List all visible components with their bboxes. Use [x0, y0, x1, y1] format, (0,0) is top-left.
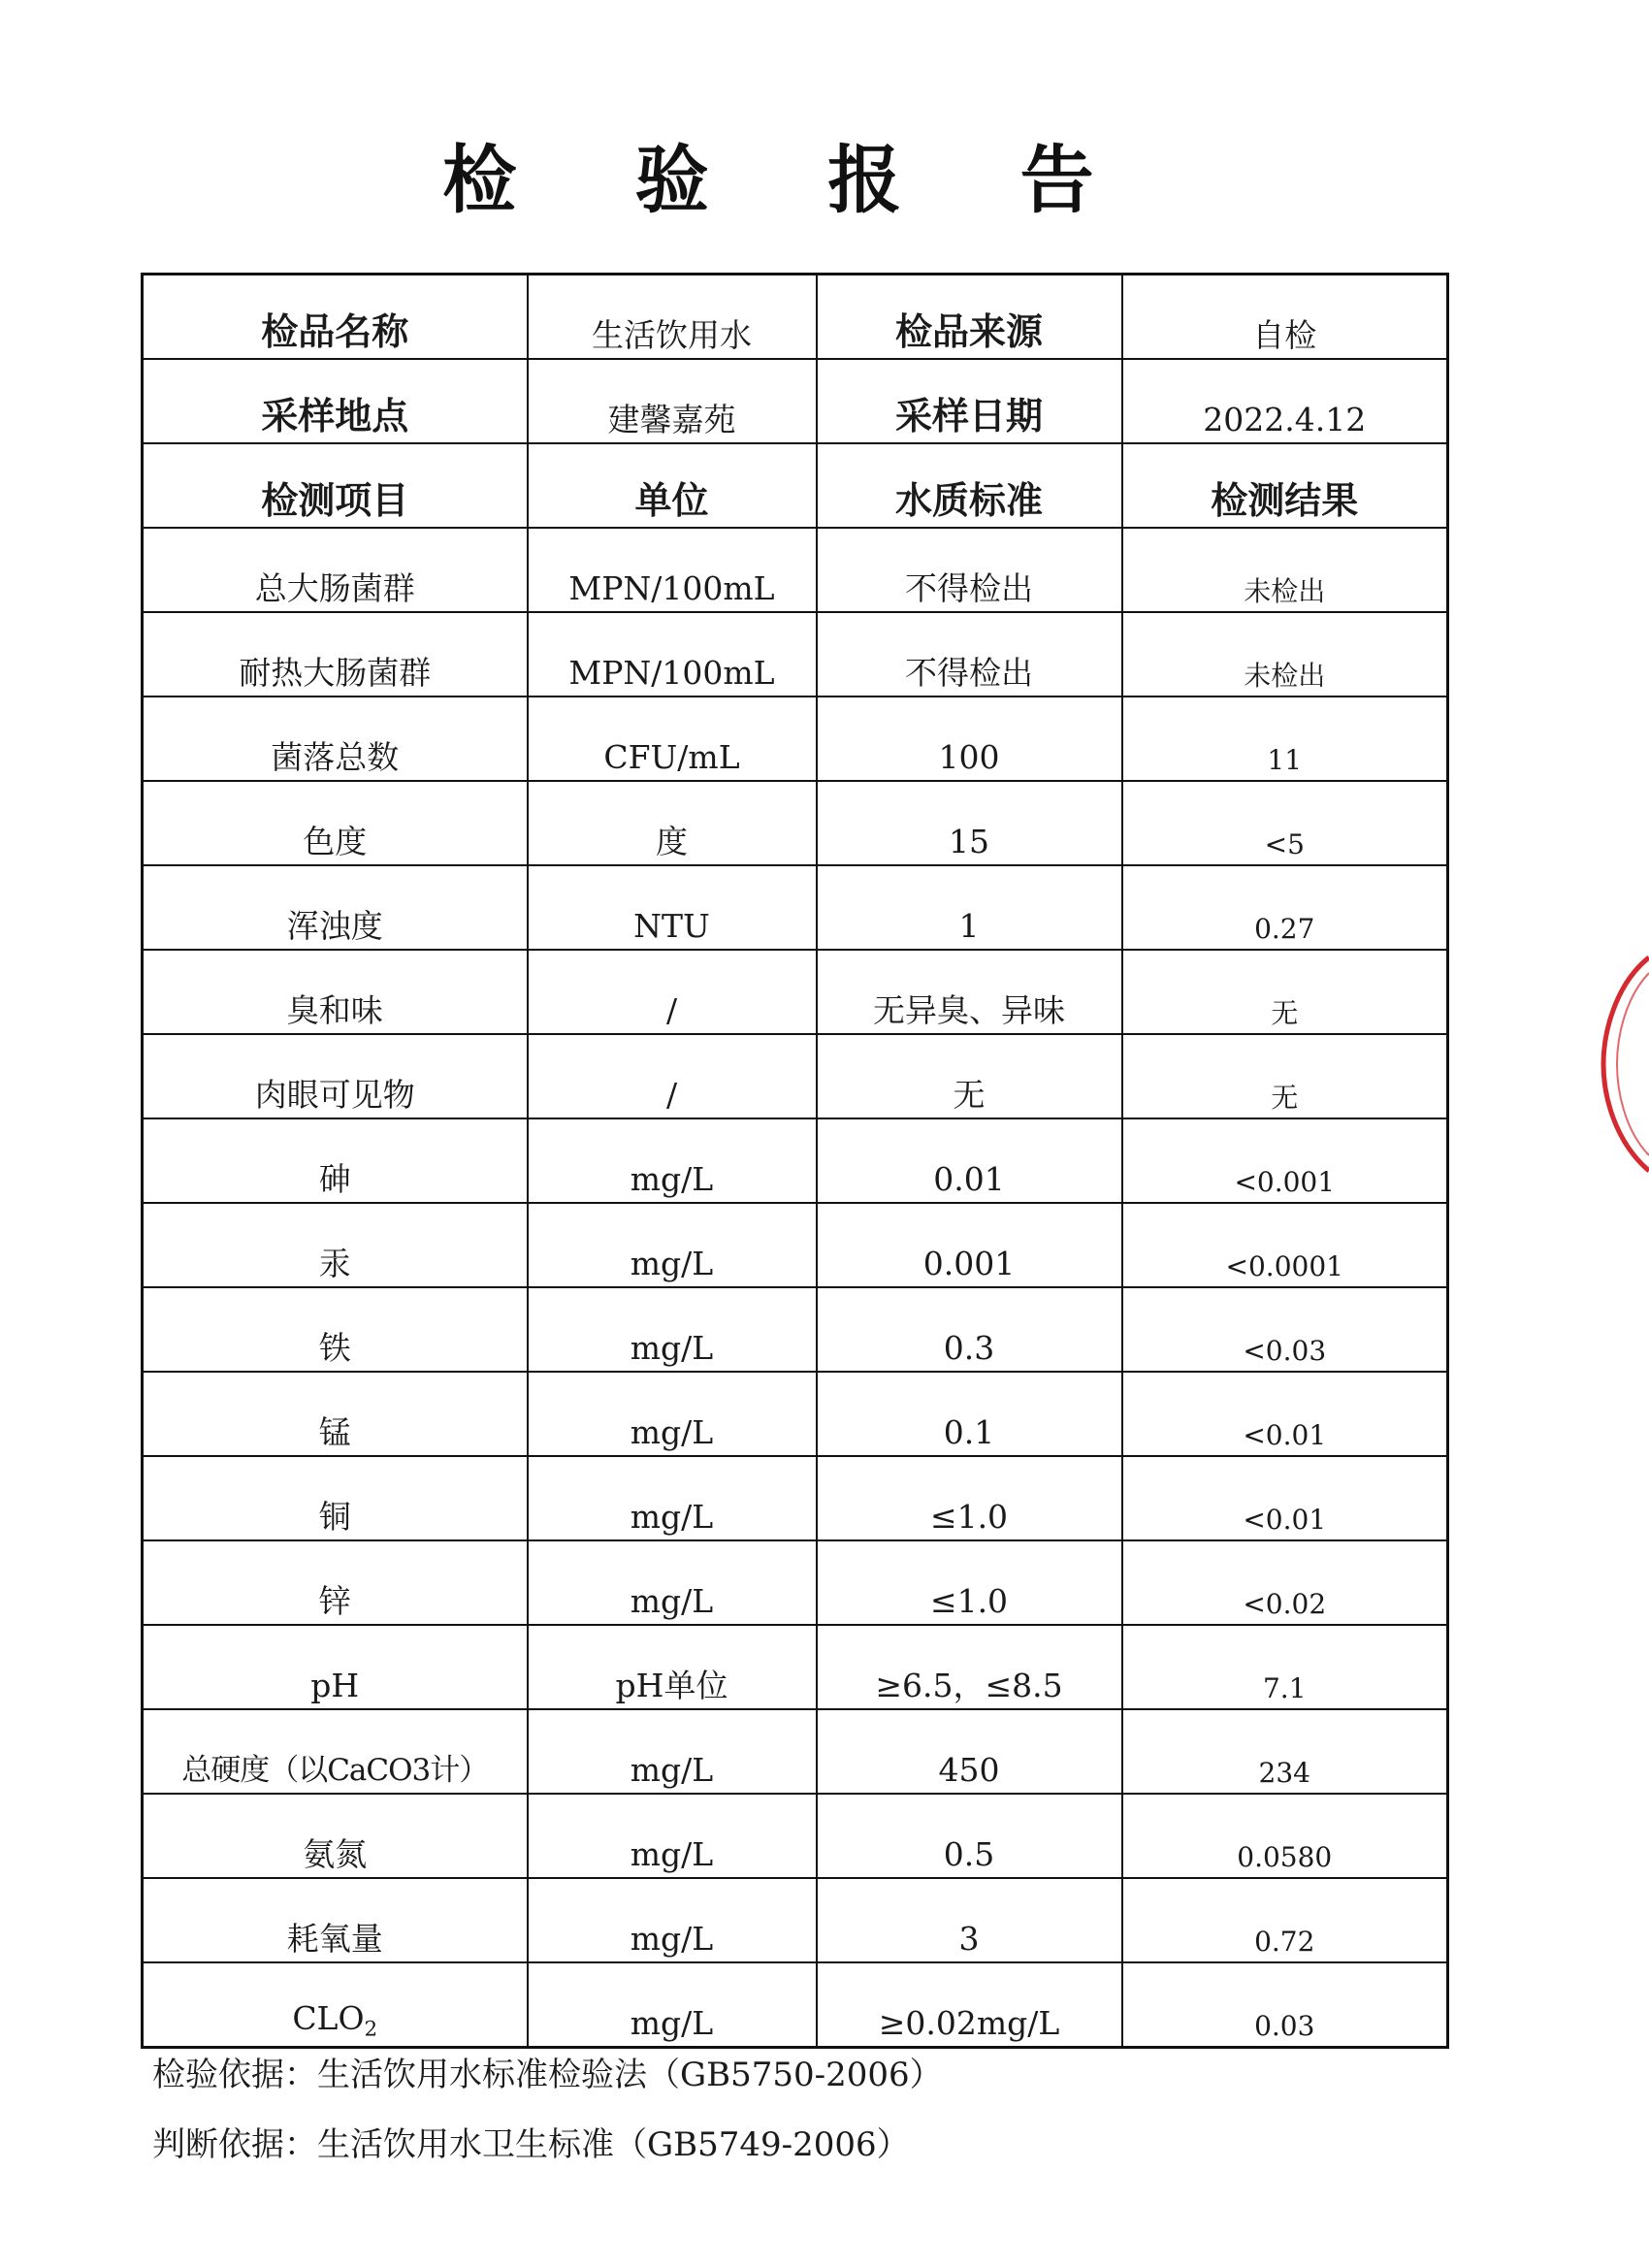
sample-source-value: 自检	[1122, 275, 1448, 360]
table-row	[143, 1878, 1448, 1962]
test-item-base: CLO	[292, 1998, 365, 2037]
test-unit: mg/L	[528, 1878, 817, 1962]
test-result: 7.1	[1122, 1625, 1448, 1709]
table-row	[143, 612, 1448, 697]
test-standard: 不得检出	[817, 528, 1122, 612]
table-row	[143, 950, 1448, 1034]
info-row-sample	[143, 275, 1448, 360]
table-row	[143, 1203, 1448, 1287]
test-item: 肉眼可见物	[143, 1034, 528, 1118]
test-unit: MPN/100mL	[528, 612, 817, 697]
test-standard: ≥6.5，≤8.5	[817, 1625, 1122, 1709]
test-unit: /	[528, 1034, 817, 1118]
table-row	[143, 865, 1448, 950]
table-row	[143, 1540, 1448, 1625]
sampling-date-label: 采样日期	[817, 359, 1122, 443]
sample-source-label: 检品来源	[817, 275, 1122, 360]
test-standard: 无	[817, 1034, 1122, 1118]
table-row	[143, 1118, 1448, 1203]
test-item: 铁	[143, 1287, 528, 1372]
sampling-date-value: 2022.4.12	[1122, 359, 1448, 443]
test-standard: 0.3	[817, 1287, 1122, 1372]
test-standard: 无异臭、异味	[817, 950, 1122, 1034]
test-result: <0.02	[1122, 1540, 1448, 1625]
test-standard: 0.5	[817, 1794, 1122, 1878]
test-unit: /	[528, 950, 817, 1034]
table-row	[143, 781, 1448, 865]
table-row	[143, 697, 1448, 781]
test-unit: mg/L	[528, 1203, 817, 1287]
column-header-standard: 水质标准	[817, 443, 1122, 528]
test-item: 臭和味	[143, 950, 528, 1034]
table-row	[143, 1962, 1448, 2048]
test-result: 0.03	[1122, 1962, 1448, 2048]
test-item: 耐热大肠菌群	[143, 612, 528, 697]
test-item	[143, 1962, 528, 2048]
info-row-sampling	[143, 359, 1448, 443]
test-unit: mg/L	[528, 1456, 817, 1540]
test-unit: MPN/100mL	[528, 528, 817, 612]
test-result: <0.03	[1122, 1287, 1448, 1372]
test-standard: 100	[817, 697, 1122, 781]
test-standard: 0.01	[817, 1118, 1122, 1203]
test-result: 0.27	[1122, 865, 1448, 950]
test-result: <0.001	[1122, 1118, 1448, 1203]
test-unit: CFU/mL	[528, 697, 817, 781]
test-standard: 1	[817, 865, 1122, 950]
table-row	[143, 528, 1448, 612]
test-result: <0.01	[1122, 1372, 1448, 1456]
test-item: 耗氧量	[143, 1878, 528, 1962]
test-unit: mg/L	[528, 1372, 817, 1456]
table-row	[143, 1456, 1448, 1540]
test-unit: mg/L	[528, 1794, 817, 1878]
test-unit: mg/L	[528, 1962, 817, 2048]
test-result: 无	[1122, 1034, 1448, 1118]
test-result: 未检出	[1122, 612, 1448, 697]
report-title: 检 验 报 告	[442, 137, 1141, 223]
test-standard: 不得检出	[817, 612, 1122, 697]
test-standard: 450	[817, 1709, 1122, 1794]
test-standard: 0.1	[817, 1372, 1122, 1456]
test-basis-note: 检验依据：生活饮用水标准检验法（GB5750-2006）	[152, 2056, 943, 2094]
test-item: 总硬度（以CaCO3计）	[143, 1709, 528, 1794]
red-stamp-edge	[1596, 956, 1649, 1174]
column-header-result: 检测结果	[1122, 443, 1448, 528]
test-item: pH	[143, 1625, 528, 1709]
test-item: 锰	[143, 1372, 528, 1456]
test-item: 锌	[143, 1540, 528, 1625]
test-result: 0.72	[1122, 1878, 1448, 1962]
sampling-site-label: 采样地点	[143, 359, 528, 443]
test-item: 铜	[143, 1456, 528, 1540]
test-unit: mg/L	[528, 1540, 817, 1625]
sample-name-label: 检品名称	[143, 275, 528, 360]
table-row	[143, 1625, 1448, 1709]
table-row	[143, 1287, 1448, 1372]
test-standard: 3	[817, 1878, 1122, 1962]
table-row	[143, 1709, 1448, 1794]
test-result: 0.0580	[1122, 1794, 1448, 1878]
test-result: 未检出	[1122, 528, 1448, 612]
test-unit: mg/L	[528, 1709, 817, 1794]
table-row	[143, 1372, 1448, 1456]
table-row	[143, 1034, 1448, 1118]
test-item: 色度	[143, 781, 528, 865]
test-result: <5	[1122, 781, 1448, 865]
test-item: 总大肠菌群	[143, 528, 528, 612]
test-item: 氨氮	[143, 1794, 528, 1878]
column-header-unit: 单位	[528, 443, 817, 528]
test-unit: mg/L	[528, 1118, 817, 1203]
test-unit: 度	[528, 781, 817, 865]
judgement-basis-note: 判断依据：生活饮用水卫生标准（GB5749-2006）	[152, 2125, 910, 2164]
test-unit: NTU	[528, 865, 817, 950]
test-result: <0.0001	[1122, 1203, 1448, 1287]
test-item: 浑浊度	[143, 865, 528, 950]
report-table	[141, 273, 1449, 2049]
test-item: 砷	[143, 1118, 528, 1203]
test-standard: ≤1.0	[817, 1540, 1122, 1625]
test-result: 11	[1122, 697, 1448, 781]
test-standard: ≥0.02mg/L	[817, 1962, 1122, 2048]
test-result: 无	[1122, 950, 1448, 1034]
test-item-subscript: 2	[364, 2017, 378, 2042]
test-standard: 15	[817, 781, 1122, 865]
test-standard: ≤1.0	[817, 1456, 1122, 1540]
test-item: 菌落总数	[143, 697, 528, 781]
sampling-site-value: 建馨嘉苑	[528, 359, 817, 443]
test-item: 汞	[143, 1203, 528, 1287]
test-unit: pH单位	[528, 1625, 817, 1709]
column-header-row	[143, 443, 1448, 528]
sample-name-value: 生活饮用水	[528, 275, 817, 360]
test-result: 234	[1122, 1709, 1448, 1794]
test-standard: 0.001	[817, 1203, 1122, 1287]
table-row	[143, 1794, 1448, 1878]
test-unit: mg/L	[528, 1287, 817, 1372]
column-header-item: 检测项目	[143, 443, 528, 528]
test-result: <0.01	[1122, 1456, 1448, 1540]
